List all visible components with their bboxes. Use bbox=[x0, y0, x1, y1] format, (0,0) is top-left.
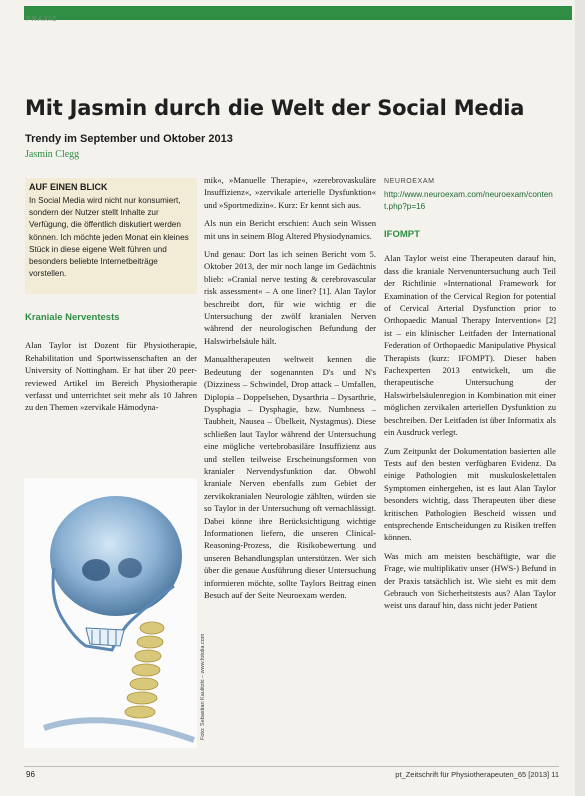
page-number: 96 bbox=[26, 770, 35, 779]
section-tag: PRAXIS bbox=[26, 16, 58, 23]
body-paragraph: Als nun ein Bericht erschien: Auch sein Wissen mit uns in seinem Blog Altered Physiodynamics. bbox=[204, 218, 376, 241]
body-paragraph: Was mich am meisten beschäftigte, war die Frage, wie multiplikativ unser (HWS-) Befund in der Praxis tatsächlich ist. Wie sieht es mit dem Gebrauch von Sicherheitstests aus? Alan Taylor weist uns darauf hin, dass nicht jeder Patient bbox=[384, 550, 556, 611]
body-paragraph: Zum Zeitpunkt der Dokumentation basierten alle Tests auf den besten verfügbaren Evidenz. Da einige Pathologien mit muskuloskelettalen Symptomen einhergehen, ist es laut Alan Taylor besonders wichtig, dass Therapeuten über diese kritischen Pathologien Bescheid wissen und entsprechende Entscheidungen zu Risiken treffen können. bbox=[384, 445, 556, 543]
author-name: Jasmin Clegg bbox=[25, 149, 80, 160]
article-title: Mit Jasmin durch die Welt der Social Media bbox=[25, 96, 525, 120]
photo-credit: Foto: Sebastian Kaulitzki – www.fotolia.com bbox=[200, 633, 206, 740]
section-heading-kraniale: Kraniale Nerventests bbox=[25, 312, 120, 324]
summary-box-text: In Social Media wird nicht nur konsumiert, sondern der Nutzer stellt Inhalte zur Verfügung, die öffentlich diskutiert werden können. Ich möchte jeden Monat ein kleines Stück in diese eigene Welt führen und besonders beliebte Internetbeiträge vorstellen. bbox=[29, 196, 189, 279]
column-left bbox=[25, 178, 197, 420]
journal-citation: pt_Zeitschrift für Physiotherapeuten_65 [2013] 11 bbox=[395, 770, 559, 779]
body-paragraph: Manualtherapeuten weltweit kennen die Bedeutung der sogenannten D's und N's (Dizziness – Schwindel, Drop attack – Umfallen, Diplopia – Doppelsehen, Dysarthria – Dysarthrie, Dysphagia – Dysphagie, bzw. Numbness – Taubheit, Nausea – Übelkeit, Nystagmus). Diese schließen laut Taylor während der Untersuchung eine mögliche vertebrobasiläre Insuffizienz aus und stellen teilweise Erscheinungsformen von kranialer Nervendysfunktion dar. Obwohl kraniale Nerven ebenfalls zum Gebiet der zervikokranialen Neurologie zählten, würden sie so Taylor in der Untersuchung oft vernachlässigt. Dabei könne ihre Berücksichtigung wichtige Informationen liefern, die unseren Clinical-Reasoning-Prozess, die Risikobewertung und unseren Behandlungsplan unterstützen. Wer sich über die genaue Ausführung dieser Untersuchung informieren möchte, sollte Taylors Beitrag einen Besuch auf der Seite Neuroexam werden. bbox=[204, 354, 376, 600]
scan-edge bbox=[575, 0, 585, 796]
source-link[interactable]: http://www.neuroexam.com/neuroexam/content.php?p=16 bbox=[384, 190, 553, 212]
section-color-bar bbox=[24, 6, 572, 20]
summary-box bbox=[25, 178, 197, 294]
xray-skull-icon bbox=[24, 478, 197, 748]
body-paragraph: mik«, »Manuelle Therapie«, »zerebrovaskuläre Insuffizienz«, »zervikale arterielle Dysfunktion« und »Sportmedizin«. Kurz: Er kennt sich aus. bbox=[204, 175, 376, 210]
section-heading-ifompt: IFOMPT bbox=[384, 229, 420, 241]
body-paragraph: Alan Taylor weist eine Therapeuten darauf hin, dass die kraniale Nervenuntersuchung auch Teil der Richtlinie »International Framework for Examination of the Cervical Region for potential of Cervical Arterial Dysfunction prior to Orthopaedic Manual Therapy Intervention« [2] ist – ein klinischer Leitfaden der International Federation of Orthopaedic Manipulative Physical Therapists (kurz: IFOMPT). Dieser haben Fachexperten 2013 entwickelt, um die therapeutische Untersuchung der Halswirbelsäulenregion in Kombination mit einer möglichen zervikalen arteriellen Dysfunktion zu beschreiben. Der Leitfaden ist über Informatix als ein Ausdruck verlegt. bbox=[384, 253, 556, 438]
body-paragraph: Und genau: Dort las ich seinen Bericht vom 5. Oktober 2013, der mir noch lange im Gedächtnis blieb: »Cranial nerve testing & cerebrovascular risk assessment« – A one liner? [1]. Alan Taylor beschreibt dort, für wie wichtig er die Untersuchung der zwölf kranialen Nerven während der neurologischen Befundung der Halswirbelsäule hält. bbox=[204, 249, 376, 346]
column-middle bbox=[204, 174, 376, 607]
article-subtitle: Trendy im September und Oktober 2013 bbox=[25, 133, 233, 145]
column-right bbox=[384, 178, 556, 618]
source-label: NEUROEXAM bbox=[384, 178, 435, 185]
skull-spine-figure bbox=[24, 478, 197, 748]
footer-rule bbox=[24, 766, 559, 767]
body-paragraph: Alan Taylor ist Dozent für Physiotherapie, Rehabilitation und Sportwissenschaften an der University of Nottingham. Er hat über 20 peer-reviewed Artikel im Bereich Physiotherapie verfasst und unterrichtet seit mehr als 10 Jahren zu den Themen »zervikale Hämodyna- bbox=[25, 340, 197, 413]
summary-box-heading: AUF EINEN BLICK bbox=[29, 182, 108, 192]
